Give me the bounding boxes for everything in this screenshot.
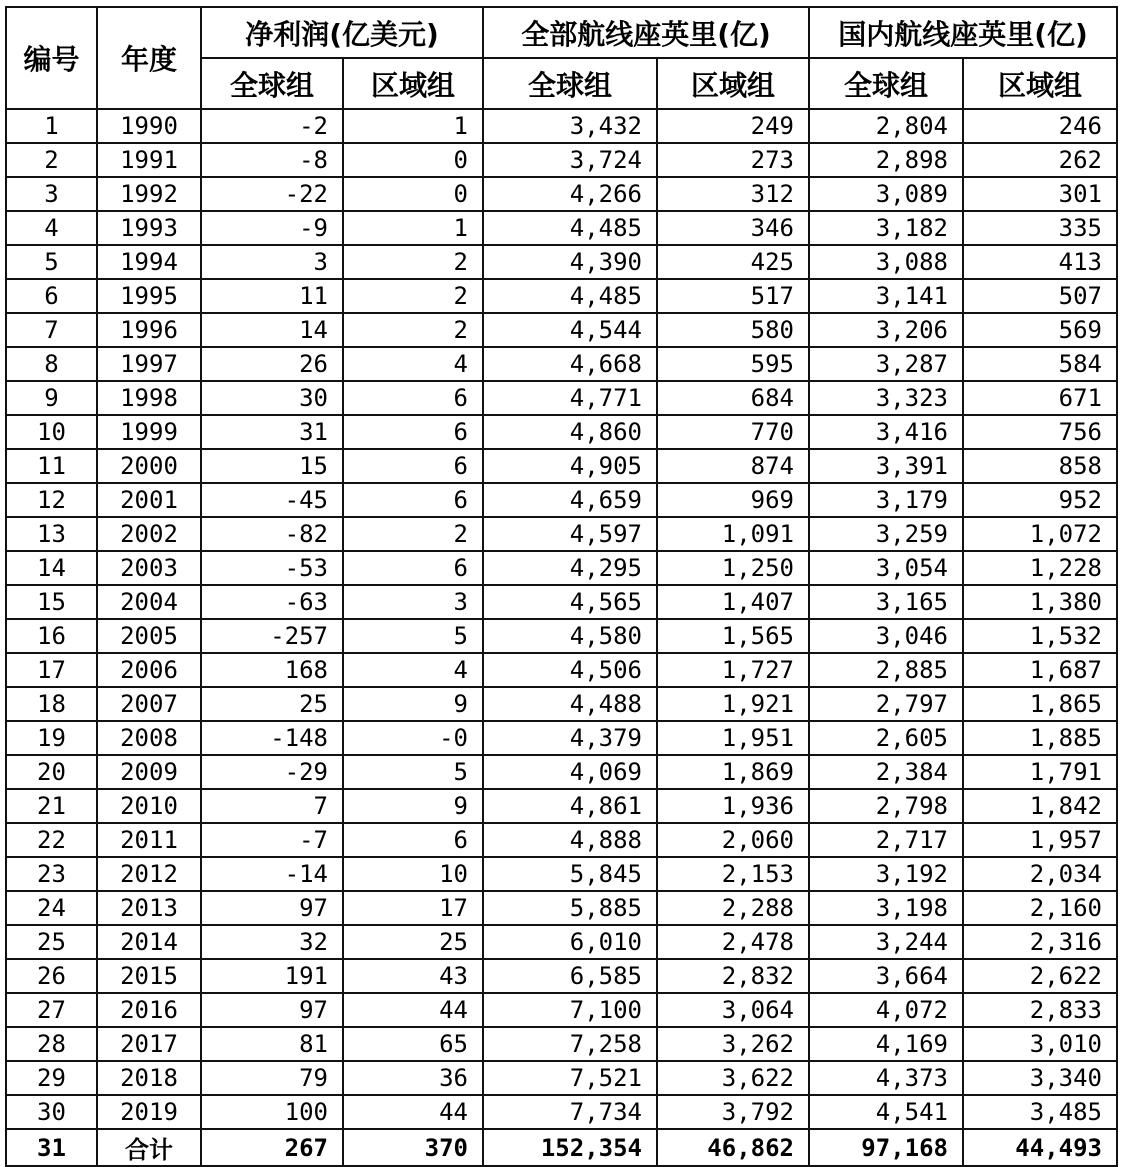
cell-all-routes-global[interactable]: 4,069	[483, 755, 657, 789]
cell-all-routes-regional[interactable]: 874	[657, 449, 809, 483]
cell-net-profit-regional[interactable]: 44	[343, 993, 483, 1027]
cell-domestic-regional[interactable]: 1,842	[963, 789, 1117, 823]
cell-all-routes-global[interactable]: 6,585	[483, 959, 657, 993]
cell-net-profit-regional[interactable]: -0	[343, 721, 483, 755]
cell-all-routes-regional[interactable]: 1,951	[657, 721, 809, 755]
cell-all-routes-regional[interactable]: 1,091	[657, 517, 809, 551]
cell-all-routes-global[interactable]: 4,861	[483, 789, 657, 823]
cell-domestic-global[interactable]: 2,797	[809, 687, 963, 721]
cell-all-routes-global[interactable]: 4,506	[483, 653, 657, 687]
table-row	[6, 993, 1117, 1027]
table-row	[6, 721, 1117, 755]
cell-net-profit-regional[interactable]: 43	[343, 959, 483, 993]
cell-all-routes-global[interactable]: 152,354	[483, 1129, 657, 1166]
cell-all-routes-global[interactable]: 4,659	[483, 483, 657, 517]
cell-all-routes-regional[interactable]: 2,060	[657, 823, 809, 857]
cell-net-profit-regional[interactable]: 9	[343, 687, 483, 721]
header-all-routes-seat-miles[interactable]: 全部航线座英里(亿)	[483, 7, 809, 58]
cell-net-profit-regional[interactable]: 5	[343, 619, 483, 653]
cell-all-routes-regional[interactable]: 1,869	[657, 755, 809, 789]
cell-domestic-regional[interactable]: 671	[963, 381, 1117, 415]
table-row	[6, 891, 1117, 925]
table-row	[6, 789, 1117, 823]
cell-domestic-regional[interactable]: 262	[963, 143, 1117, 177]
table-row	[6, 857, 1117, 891]
cell-net-profit-global[interactable]: -2	[201, 109, 343, 143]
cell-net-profit-regional[interactable]: 2	[343, 245, 483, 279]
cell-net-profit-global[interactable]: -82	[201, 517, 343, 551]
cell-net-profit-global[interactable]: 14	[201, 313, 343, 347]
cell-all-routes-global[interactable]: 4,295	[483, 551, 657, 585]
cell-domestic-global[interactable]: 3,165	[809, 585, 963, 619]
cell-domestic-regional[interactable]: 301	[963, 177, 1117, 211]
header-year[interactable]: 年度	[97, 7, 201, 109]
cell-domestic-global[interactable]: 3,323	[809, 381, 963, 415]
cell-index[interactable]: 2	[6, 143, 97, 177]
cell-index[interactable]: 14	[6, 551, 97, 585]
cell-net-profit-regional[interactable]: 5	[343, 755, 483, 789]
table-row	[6, 109, 1117, 143]
cell-all-routes-global[interactable]: 4,544	[483, 313, 657, 347]
table-row	[6, 619, 1117, 653]
cell-index[interactable]: 25	[6, 925, 97, 959]
cell-net-profit-regional[interactable]: 2	[343, 313, 483, 347]
table-row	[6, 585, 1117, 619]
cell-index[interactable]: 22	[6, 823, 97, 857]
cell-net-profit-regional[interactable]: 3	[343, 585, 483, 619]
cell-all-routes-regional[interactable]: 580	[657, 313, 809, 347]
cell-net-profit-regional[interactable]: 6	[343, 823, 483, 857]
cell-all-routes-global[interactable]: 7,734	[483, 1095, 657, 1129]
header-domestic-routes-seat-miles[interactable]: 国内航线座英里(亿)	[809, 7, 1117, 58]
cell-domestic-global[interactable]: 2,717	[809, 823, 963, 857]
cell-domestic-regional[interactable]: 952	[963, 483, 1117, 517]
cell-all-routes-global[interactable]: 3,724	[483, 143, 657, 177]
cell-all-routes-regional[interactable]: 1,407	[657, 585, 809, 619]
header-domestic-global[interactable]: 全球组	[809, 58, 963, 109]
cell-domestic-global[interactable]: 4,072	[809, 993, 963, 1027]
header-all-routes-global[interactable]: 全球组	[483, 58, 657, 109]
cell-all-routes-regional[interactable]: 3,792	[657, 1095, 809, 1129]
cell-year[interactable]: 1995	[97, 279, 201, 313]
table-row	[6, 551, 1117, 585]
cell-all-routes-regional[interactable]: 969	[657, 483, 809, 517]
cell-net-profit-global[interactable]: 31	[201, 415, 343, 449]
cell-net-profit-global[interactable]: -8	[201, 143, 343, 177]
cell-year[interactable]: 1999	[97, 415, 201, 449]
cell-all-routes-regional[interactable]: 1,936	[657, 789, 809, 823]
cell-year[interactable]: 2008	[97, 721, 201, 755]
cell-net-profit-regional[interactable]: 36	[343, 1061, 483, 1095]
cell-index[interactable]: 23	[6, 857, 97, 891]
cell-all-routes-regional[interactable]: 2,153	[657, 857, 809, 891]
cell-domestic-regional[interactable]: 2,316	[963, 925, 1117, 959]
cell-index[interactable]: 30	[6, 1095, 97, 1129]
cell-all-routes-regional[interactable]: 1,565	[657, 619, 809, 653]
cell-net-profit-regional[interactable]: 370	[343, 1129, 483, 1166]
cell-net-profit-global[interactable]: -53	[201, 551, 343, 585]
cell-index[interactable]: 12	[6, 483, 97, 517]
cell-domestic-global[interactable]: 4,169	[809, 1027, 963, 1061]
cell-year[interactable]: 1997	[97, 347, 201, 381]
cell-net-profit-regional[interactable]: 6	[343, 551, 483, 585]
cell-net-profit-regional[interactable]: 9	[343, 789, 483, 823]
cell-year[interactable]: 2013	[97, 891, 201, 925]
cell-year[interactable]: 1990	[97, 109, 201, 143]
cell-year[interactable]: 2002	[97, 517, 201, 551]
table-row	[6, 381, 1117, 415]
cell-all-routes-regional[interactable]: 3,262	[657, 1027, 809, 1061]
cell-domestic-global[interactable]: 2,798	[809, 789, 963, 823]
cell-all-routes-regional[interactable]: 46,862	[657, 1129, 809, 1166]
table-row	[6, 483, 1117, 517]
cell-all-routes-global[interactable]: 4,266	[483, 177, 657, 211]
cell-year[interactable]: 2009	[97, 755, 201, 789]
cell-domestic-regional[interactable]: 3,340	[963, 1061, 1117, 1095]
cell-year[interactable]: 2011	[97, 823, 201, 857]
cell-all-routes-regional[interactable]: 2,288	[657, 891, 809, 925]
cell-index[interactable]: 17	[6, 653, 97, 687]
cell-net-profit-regional[interactable]: 44	[343, 1095, 483, 1129]
cell-net-profit-global[interactable]: -148	[201, 721, 343, 755]
cell-year[interactable]: 2012	[97, 857, 201, 891]
cell-net-profit-global[interactable]: 79	[201, 1061, 343, 1095]
cell-domestic-regional[interactable]: 3,010	[963, 1027, 1117, 1061]
cell-index[interactable]: 31	[6, 1129, 97, 1166]
cell-year[interactable]: 2015	[97, 959, 201, 993]
table-row	[6, 449, 1117, 483]
cell-index[interactable]: 19	[6, 721, 97, 755]
cell-year[interactable]: 2018	[97, 1061, 201, 1095]
cell-all-routes-global[interactable]: 4,485	[483, 279, 657, 313]
cell-domestic-regional[interactable]: 569	[963, 313, 1117, 347]
table-row	[6, 143, 1117, 177]
cell-all-routes-global[interactable]: 4,905	[483, 449, 657, 483]
cell-all-routes-global[interactable]: 4,379	[483, 721, 657, 755]
cell-net-profit-global[interactable]: -22	[201, 177, 343, 211]
cell-index[interactable]: 27	[6, 993, 97, 1027]
cell-all-routes-global[interactable]: 5,885	[483, 891, 657, 925]
data-table	[5, 6, 1118, 1167]
cell-all-routes-global[interactable]: 6,010	[483, 925, 657, 959]
cell-net-profit-regional[interactable]: 6	[343, 483, 483, 517]
cell-index[interactable]: 4	[6, 211, 97, 245]
cell-net-profit-regional[interactable]: 0	[343, 177, 483, 211]
table-row	[6, 517, 1117, 551]
table-row	[6, 177, 1117, 211]
cell-net-profit-regional[interactable]: 6	[343, 449, 483, 483]
cell-domestic-regional[interactable]: 2,833	[963, 993, 1117, 1027]
cell-domestic-global[interactable]: 3,141	[809, 279, 963, 313]
cell-index[interactable]: 6	[6, 279, 97, 313]
cell-all-routes-global[interactable]: 7,521	[483, 1061, 657, 1095]
cell-all-routes-regional[interactable]: 770	[657, 415, 809, 449]
cell-all-routes-global[interactable]: 4,771	[483, 381, 657, 415]
table-body	[6, 109, 1117, 1166]
cell-net-profit-global[interactable]: -257	[201, 619, 343, 653]
cell-domestic-global[interactable]: 2,384	[809, 755, 963, 789]
header-row-top	[6, 7, 1117, 58]
cell-all-routes-regional[interactable]: 346	[657, 211, 809, 245]
cell-index[interactable]: 11	[6, 449, 97, 483]
header-all-routes-regional[interactable]: 区域组	[657, 58, 809, 109]
cell-domestic-regional[interactable]: 1,532	[963, 619, 1117, 653]
cell-all-routes-global[interactable]: 4,888	[483, 823, 657, 857]
cell-net-profit-global[interactable]: 191	[201, 959, 343, 993]
cell-year[interactable]: 1998	[97, 381, 201, 415]
cell-domestic-global[interactable]: 3,089	[809, 177, 963, 211]
cell-all-routes-regional[interactable]: 3,064	[657, 993, 809, 1027]
cell-all-routes-regional[interactable]: 1,921	[657, 687, 809, 721]
cell-net-profit-regional[interactable]: 6	[343, 415, 483, 449]
cell-domestic-regional[interactable]: 1,885	[963, 721, 1117, 755]
cell-all-routes-regional[interactable]: 3,622	[657, 1061, 809, 1095]
cell-net-profit-global[interactable]: 100	[201, 1095, 343, 1129]
table-row	[6, 415, 1117, 449]
cell-domestic-global[interactable]: 4,541	[809, 1095, 963, 1129]
cell-index[interactable]: 1	[6, 109, 97, 143]
cell-net-profit-global[interactable]: -29	[201, 755, 343, 789]
cell-domestic-global[interactable]: 3,182	[809, 211, 963, 245]
cell-net-profit-global[interactable]: 26	[201, 347, 343, 381]
cell-domestic-regional[interactable]: 2,622	[963, 959, 1117, 993]
cell-net-profit-regional[interactable]: 2	[343, 517, 483, 551]
cell-all-routes-regional[interactable]: 1,250	[657, 551, 809, 585]
cell-all-routes-global[interactable]: 7,258	[483, 1027, 657, 1061]
cell-net-profit-regional[interactable]: 4	[343, 653, 483, 687]
cell-year[interactable]: 1992	[97, 177, 201, 211]
header-index[interactable]: 编号	[6, 7, 97, 109]
cell-year[interactable]: 合计	[97, 1129, 201, 1166]
table-row	[6, 755, 1117, 789]
cell-domestic-global[interactable]: 2,898	[809, 143, 963, 177]
cell-domestic-global[interactable]: 3,046	[809, 619, 963, 653]
cell-domestic-global[interactable]: 3,088	[809, 245, 963, 279]
table-row	[6, 313, 1117, 347]
cell-net-profit-global[interactable]: -63	[201, 585, 343, 619]
cell-year[interactable]: 2010	[97, 789, 201, 823]
cell-net-profit-global[interactable]: 168	[201, 653, 343, 687]
cell-index[interactable]: 10	[6, 415, 97, 449]
cell-net-profit-global[interactable]: -45	[201, 483, 343, 517]
cell-all-routes-global[interactable]: 4,668	[483, 347, 657, 381]
cell-net-profit-global[interactable]: 32	[201, 925, 343, 959]
cell-all-routes-global[interactable]: 4,488	[483, 687, 657, 721]
cell-net-profit-global[interactable]: 30	[201, 381, 343, 415]
cell-index[interactable]: 15	[6, 585, 97, 619]
cell-domestic-regional[interactable]: 584	[963, 347, 1117, 381]
table-row	[6, 245, 1117, 279]
cell-net-profit-global[interactable]: 81	[201, 1027, 343, 1061]
cell-all-routes-global[interactable]: 4,565	[483, 585, 657, 619]
cell-net-profit-regional[interactable]: 25	[343, 925, 483, 959]
cell-all-routes-global[interactable]: 4,580	[483, 619, 657, 653]
table-row	[6, 1095, 1117, 1129]
cell-net-profit-regional[interactable]: 0	[343, 143, 483, 177]
cell-index[interactable]: 20	[6, 755, 97, 789]
cell-year[interactable]: 2005	[97, 619, 201, 653]
header-net-profit-regional[interactable]: 区域组	[343, 58, 483, 109]
cell-domestic-global[interactable]: 3,259	[809, 517, 963, 551]
cell-domestic-regional[interactable]: 1,791	[963, 755, 1117, 789]
cell-domestic-regional[interactable]: 858	[963, 449, 1117, 483]
cell-domestic-global[interactable]: 4,373	[809, 1061, 963, 1095]
cell-net-profit-regional[interactable]: 6	[343, 381, 483, 415]
cell-domestic-global[interactable]: 2,885	[809, 653, 963, 687]
cell-all-routes-regional[interactable]: 684	[657, 381, 809, 415]
cell-year[interactable]: 2016	[97, 993, 201, 1027]
cell-net-profit-regional[interactable]: 1	[343, 109, 483, 143]
cell-all-routes-global[interactable]: 4,390	[483, 245, 657, 279]
cell-all-routes-regional[interactable]: 312	[657, 177, 809, 211]
cell-net-profit-global[interactable]: -9	[201, 211, 343, 245]
cell-all-routes-regional[interactable]: 1,727	[657, 653, 809, 687]
cell-domestic-regional[interactable]: 507	[963, 279, 1117, 313]
cell-year[interactable]: 2019	[97, 1095, 201, 1129]
cell-domestic-regional[interactable]: 44,493	[963, 1129, 1117, 1166]
cell-domestic-global[interactable]: 3,416	[809, 415, 963, 449]
table-row	[6, 1027, 1117, 1061]
cell-year[interactable]: 1994	[97, 245, 201, 279]
cell-domestic-regional[interactable]: 1,865	[963, 687, 1117, 721]
cell-year[interactable]: 1993	[97, 211, 201, 245]
cell-index[interactable]: 29	[6, 1061, 97, 1095]
cell-domestic-global[interactable]: 3,287	[809, 347, 963, 381]
table-row	[6, 211, 1117, 245]
cell-all-routes-global[interactable]: 3,432	[483, 109, 657, 143]
cell-domestic-global[interactable]: 2,804	[809, 109, 963, 143]
table-row	[6, 925, 1117, 959]
cell-domestic-global[interactable]: 2,605	[809, 721, 963, 755]
cell-all-routes-regional[interactable]: 2,832	[657, 959, 809, 993]
header-net-profit[interactable]: 净利润(亿美元)	[201, 7, 483, 58]
cell-index[interactable]: 7	[6, 313, 97, 347]
cell-net-profit-regional[interactable]: 10	[343, 857, 483, 891]
cell-net-profit-global[interactable]: -14	[201, 857, 343, 891]
cell-net-profit-regional[interactable]: 4	[343, 347, 483, 381]
cell-domestic-regional[interactable]: 2,160	[963, 891, 1117, 925]
cell-domestic-global[interactable]: 3,206	[809, 313, 963, 347]
total-row	[6, 1129, 1117, 1166]
cell-net-profit-global[interactable]: 267	[201, 1129, 343, 1166]
cell-all-routes-global[interactable]: 4,860	[483, 415, 657, 449]
cell-index[interactable]: 21	[6, 789, 97, 823]
cell-year[interactable]: 2003	[97, 551, 201, 585]
cell-year[interactable]: 2000	[97, 449, 201, 483]
cell-all-routes-global[interactable]: 4,597	[483, 517, 657, 551]
cell-domestic-regional[interactable]: 3,485	[963, 1095, 1117, 1129]
cell-net-profit-global[interactable]: 3	[201, 245, 343, 279]
cell-all-routes-regional[interactable]: 595	[657, 347, 809, 381]
table-row	[6, 653, 1117, 687]
cell-net-profit-regional[interactable]: 1	[343, 211, 483, 245]
cell-index[interactable]: 16	[6, 619, 97, 653]
table-row	[6, 1061, 1117, 1095]
cell-domestic-regional[interactable]: 413	[963, 245, 1117, 279]
cell-index[interactable]: 8	[6, 347, 97, 381]
cell-domestic-regional[interactable]: 756	[963, 415, 1117, 449]
cell-domestic-global[interactable]: 3,391	[809, 449, 963, 483]
cell-year[interactable]: 1996	[97, 313, 201, 347]
cell-index[interactable]: 3	[6, 177, 97, 211]
cell-domestic-regional[interactable]: 2,034	[963, 857, 1117, 891]
cell-net-profit-regional[interactable]: 2	[343, 279, 483, 313]
cell-year[interactable]: 2001	[97, 483, 201, 517]
cell-index[interactable]: 18	[6, 687, 97, 721]
cell-domestic-global[interactable]: 3,198	[809, 891, 963, 925]
cell-domestic-global[interactable]: 97,168	[809, 1129, 963, 1166]
cell-index[interactable]: 24	[6, 891, 97, 925]
cell-index[interactable]: 28	[6, 1027, 97, 1061]
cell-domestic-regional[interactable]: 1,380	[963, 585, 1117, 619]
cell-index[interactable]: 26	[6, 959, 97, 993]
cell-all-routes-regional[interactable]: 517	[657, 279, 809, 313]
cell-domestic-regional[interactable]: 1,228	[963, 551, 1117, 585]
cell-net-profit-global[interactable]: 97	[201, 891, 343, 925]
cell-domestic-global[interactable]: 3,664	[809, 959, 963, 993]
cell-year[interactable]: 1991	[97, 143, 201, 177]
cell-index[interactable]: 13	[6, 517, 97, 551]
table-row	[6, 347, 1117, 381]
cell-year[interactable]: 2014	[97, 925, 201, 959]
cell-all-routes-regional[interactable]: 273	[657, 143, 809, 177]
cell-domestic-global[interactable]: 3,054	[809, 551, 963, 585]
cell-net-profit-global[interactable]: 7	[201, 789, 343, 823]
cell-net-profit-global[interactable]: 11	[201, 279, 343, 313]
cell-all-routes-regional[interactable]: 249	[657, 109, 809, 143]
cell-net-profit-global[interactable]: -7	[201, 823, 343, 857]
table-row	[6, 687, 1117, 721]
header-domestic-regional[interactable]: 区域组	[963, 58, 1117, 109]
cell-net-profit-global[interactable]: 97	[201, 993, 343, 1027]
cell-domestic-global[interactable]: 3,179	[809, 483, 963, 517]
cell-all-routes-global[interactable]: 5,845	[483, 857, 657, 891]
cell-domestic-regional[interactable]: 1,687	[963, 653, 1117, 687]
table-row	[6, 279, 1117, 313]
table-row	[6, 823, 1117, 857]
cell-all-routes-regional[interactable]: 425	[657, 245, 809, 279]
cell-domestic-global[interactable]: 3,192	[809, 857, 963, 891]
cell-domestic-regional[interactable]: 1,957	[963, 823, 1117, 857]
cell-domestic-regional[interactable]: 246	[963, 109, 1117, 143]
cell-net-profit-regional[interactable]: 17	[343, 891, 483, 925]
cell-index[interactable]: 9	[6, 381, 97, 415]
cell-year[interactable]: 2004	[97, 585, 201, 619]
cell-domestic-regional[interactable]: 335	[963, 211, 1117, 245]
cell-all-routes-global[interactable]: 7,100	[483, 993, 657, 1027]
cell-all-routes-global[interactable]: 4,485	[483, 211, 657, 245]
cell-domestic-regional[interactable]: 1,072	[963, 517, 1117, 551]
cell-all-routes-regional[interactable]: 2,478	[657, 925, 809, 959]
cell-net-profit-regional[interactable]: 65	[343, 1027, 483, 1061]
header-net-profit-global[interactable]: 全球组	[201, 58, 343, 109]
cell-net-profit-global[interactable]: 25	[201, 687, 343, 721]
cell-index[interactable]: 5	[6, 245, 97, 279]
cell-year[interactable]: 2017	[97, 1027, 201, 1061]
cell-net-profit-global[interactable]: 15	[201, 449, 343, 483]
cell-year[interactable]: 2007	[97, 687, 201, 721]
table-row	[6, 959, 1117, 993]
cell-domestic-global[interactable]: 3,244	[809, 925, 963, 959]
cell-year[interactable]: 2006	[97, 653, 201, 687]
